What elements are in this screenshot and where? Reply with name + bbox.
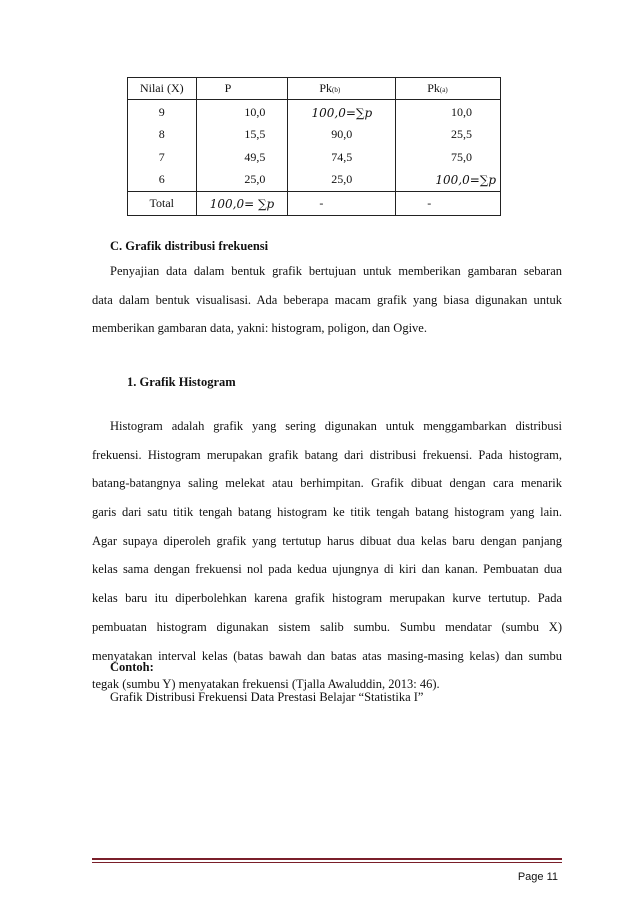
contoh-label: Contoh: xyxy=(110,660,154,674)
table-header-row xyxy=(128,78,501,100)
paragraph-line: Histogram adalah grafik yang sering digunakan untuk menggambarkan distribusi xyxy=(110,419,562,433)
cell-pk-b: 90,0 xyxy=(288,123,396,146)
paragraph-line: kelas baru itu diperbolehkan karena grafik histogram merupakan kurve tertutup. Pada xyxy=(92,591,562,606)
cell-p: 25,0 xyxy=(196,169,288,192)
table-row xyxy=(128,100,501,123)
paragraph-line: frekuensi. Histogram merupakan grafik batang dari distribusi frekuensi. Pada histogram, xyxy=(92,447,562,462)
frequency-table xyxy=(127,77,501,216)
cell-p: 49,5 xyxy=(196,146,288,169)
footer-rule-thin xyxy=(92,862,562,863)
header-pk-a: Pk(a) xyxy=(396,78,501,100)
paragraph-line: garis dari satu titik tengah batang histogram ke titik tengah batang histogram yang lain. xyxy=(92,505,562,520)
cell-total-label: Total xyxy=(128,192,197,216)
section-1-paragraph xyxy=(92,412,562,699)
header-pk-b: Pk(b) xyxy=(288,78,396,100)
paragraph-line: data dalam bentuk visualisasi. Ada beberapa macam grafik yang biasa digunakan untuk xyxy=(92,292,562,307)
paragraph-line: menyatakan interval kelas (batas bawah dan batas atas masing-masing kelas) dan sumbu xyxy=(92,648,562,663)
page-number: Page 11 xyxy=(517,871,558,883)
cell-pk-a: 100,0=∑𝑝 xyxy=(396,169,501,192)
footer-rule xyxy=(92,858,562,860)
paragraph-line: kelas sama dengan frekuensi nol pada kedua ujungnya di kiri dan kanan. Pembuatan dua xyxy=(92,562,562,577)
chart-caption: Grafik Distribusi Frekuensi Data Prestasi Belajar “Statistika I” xyxy=(110,690,424,704)
cell-pk-b: 25,0 xyxy=(288,169,396,192)
cell-pk-b: 100,0=∑𝑝 xyxy=(288,100,396,123)
paragraph-line: Agar supaya diperoleh grafik yang tertutup harus dibuat dua kelas baru dengan panjang xyxy=(92,533,562,548)
paragraph-line: pembuatan histogram digunakan sistem salib sumbu. Sumbu mendatar (sumbu X) xyxy=(92,619,562,634)
table-total-row xyxy=(128,192,501,216)
cell-p: 10,0 xyxy=(196,100,288,123)
paragraph-line: tegak (sumbu Y) menyatakan frekuensi (Tjalla Awaluddin, 2013: 46). xyxy=(92,677,440,692)
section-1-heading: 1. Grafik Histogram xyxy=(127,375,236,389)
cell-nilai: 7 xyxy=(128,146,197,169)
cell-nilai: 6 xyxy=(128,169,197,192)
cell-pk-a: 10,0 xyxy=(396,100,501,123)
cell-nilai: 8 xyxy=(128,123,197,146)
table-row xyxy=(128,169,501,192)
paragraph-line: Penyajian data dalam bentuk grafik bertujuan untuk memberikan gambaran sebaran xyxy=(110,264,562,278)
table-row xyxy=(128,146,501,169)
cell-pk-b: 74,5 xyxy=(288,146,396,169)
cell-total-p: 100,0= ∑𝑝 xyxy=(196,192,288,216)
table-row xyxy=(128,123,501,146)
cell-p: 15,5 xyxy=(196,123,288,146)
cell-pk-a: 25,5 xyxy=(396,123,501,146)
section-c-paragraph xyxy=(92,257,562,343)
cell-total-pk-b: - xyxy=(288,192,396,216)
header-nilai: Nilai (X) xyxy=(128,78,197,100)
paragraph-line: memberikan gambaran data, yakni: histogram, poligon, dan Ogive. xyxy=(92,321,427,336)
cell-total-pk-a: - xyxy=(396,192,501,216)
cell-pk-a: 75,0 xyxy=(396,146,501,169)
section-c-heading: C. Grafik distribusi frekuensi xyxy=(110,239,269,253)
paragraph-line: batang-batangnya saling melekat atau berhimpitan. Grafik dibuat dengan cara menarik xyxy=(92,476,562,491)
header-p: P xyxy=(196,78,288,100)
cell-nilai: 9 xyxy=(128,100,197,123)
